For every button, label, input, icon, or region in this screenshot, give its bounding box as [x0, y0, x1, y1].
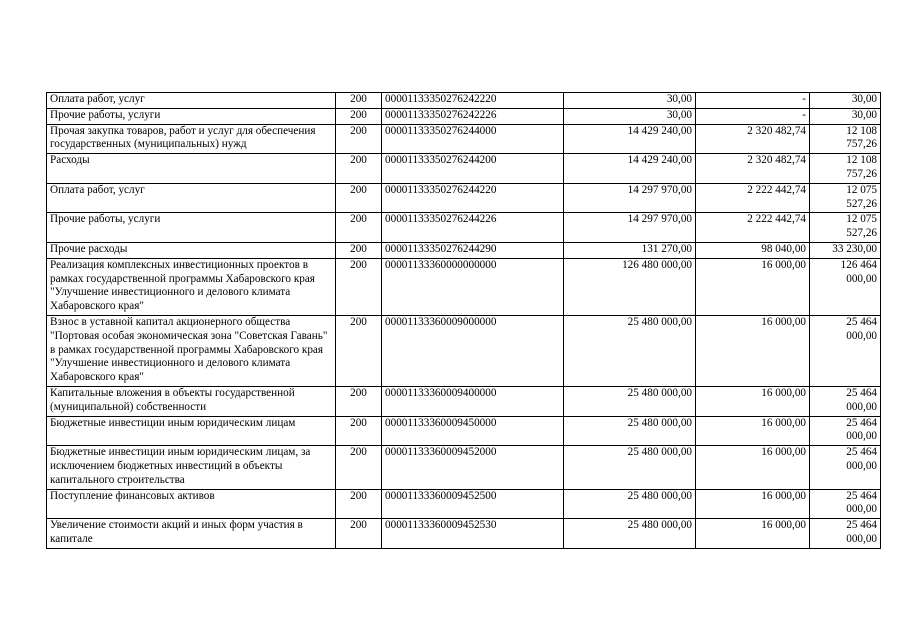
- row-approved-amount: 25 480 000,00: [564, 446, 696, 489]
- row-unexecuted-amount: 126 464 000,00: [810, 258, 881, 315]
- row-executed-amount: 16 000,00: [696, 416, 810, 446]
- row-name: Взнос в уставной капитал акционерного общества "Портовая особая экономическая зона "Советская Гавань" в рамках государственной программы Хабаровского края "Улучшение инвестиционного и делового климата Хабаровского края": [47, 315, 336, 386]
- row-name: Капитальные вложения в объекты государственной (муниципальной) собственности: [47, 386, 336, 416]
- row-line-code: 200: [336, 108, 382, 124]
- row-name: Прочая закупка товаров, работ и услуг для обеспечения государственных (муниципальных) нужд: [47, 124, 336, 154]
- row-name: Прочие расходы: [47, 242, 336, 258]
- table-row: [47, 315, 881, 386]
- row-unexecuted-amount: 12 075 527,26: [810, 213, 881, 243]
- row-unexecuted-amount: 30,00: [810, 93, 881, 109]
- row-approved-amount: 30,00: [564, 108, 696, 124]
- row-approved-amount: 131 270,00: [564, 242, 696, 258]
- row-unexecuted-amount: 12 075 527,26: [810, 183, 881, 213]
- row-budget-classification-code: 00001133360000000000: [382, 258, 564, 315]
- row-name: Прочие работы, услуги: [47, 108, 336, 124]
- row-executed-amount: 16 000,00: [696, 386, 810, 416]
- row-line-code: 200: [336, 416, 382, 446]
- row-executed-amount: 16 000,00: [696, 258, 810, 315]
- table-row: [47, 108, 881, 124]
- row-line-code: 200: [336, 213, 382, 243]
- row-approved-amount: 14 297 970,00: [564, 213, 696, 243]
- row-unexecuted-amount: 12 108 757,26: [810, 154, 881, 184]
- row-budget-classification-code: 00001133360009452500: [382, 489, 564, 519]
- row-executed-amount: 16 000,00: [696, 446, 810, 489]
- table-row: [47, 242, 881, 258]
- row-unexecuted-amount: 25 464 000,00: [810, 386, 881, 416]
- row-approved-amount: 14 297 970,00: [564, 183, 696, 213]
- table-row: [47, 154, 881, 184]
- row-budget-classification-code: 00001133360009452530: [382, 519, 564, 549]
- row-budget-classification-code: 00001133350276244200: [382, 154, 564, 184]
- row-executed-amount: 2 222 442,74: [696, 213, 810, 243]
- row-executed-amount: 16 000,00: [696, 315, 810, 386]
- row-executed-amount: 2 320 482,74: [696, 154, 810, 184]
- row-executed-amount: -: [696, 93, 810, 109]
- row-name: Поступление финансовых активов: [47, 489, 336, 519]
- row-executed-amount: 16 000,00: [696, 489, 810, 519]
- row-unexecuted-amount: 12 108 757,26: [810, 124, 881, 154]
- document-page: [46, 92, 880, 549]
- row-line-code: 200: [336, 446, 382, 489]
- row-budget-classification-code: 00001133350276244000: [382, 124, 564, 154]
- row-executed-amount: 98 040,00: [696, 242, 810, 258]
- row-line-code: 200: [336, 315, 382, 386]
- table-row: [47, 446, 881, 489]
- row-line-code: 200: [336, 154, 382, 184]
- row-unexecuted-amount: 25 464 000,00: [810, 446, 881, 489]
- row-budget-classification-code: 00001133350276244226: [382, 213, 564, 243]
- table-row: [47, 519, 881, 549]
- row-unexecuted-amount: 25 464 000,00: [810, 315, 881, 386]
- row-executed-amount: 16 000,00: [696, 519, 810, 549]
- row-approved-amount: 14 429 240,00: [564, 124, 696, 154]
- row-name: Увеличение стоимости акций и иных форм участия в капитале: [47, 519, 336, 549]
- row-budget-classification-code: 00001133350276242226: [382, 108, 564, 124]
- row-executed-amount: 2 222 442,74: [696, 183, 810, 213]
- row-line-code: 200: [336, 386, 382, 416]
- row-name: Расходы: [47, 154, 336, 184]
- row-unexecuted-amount: 25 464 000,00: [810, 489, 881, 519]
- row-name: Прочие работы, услуги: [47, 213, 336, 243]
- row-line-code: 200: [336, 242, 382, 258]
- row-approved-amount: 126 480 000,00: [564, 258, 696, 315]
- row-name: Оплата работ, услуг: [47, 183, 336, 213]
- row-approved-amount: 25 480 000,00: [564, 315, 696, 386]
- table-row: [47, 124, 881, 154]
- row-executed-amount: -: [696, 108, 810, 124]
- row-line-code: 200: [336, 519, 382, 549]
- table-row: [47, 258, 881, 315]
- row-approved-amount: 25 480 000,00: [564, 519, 696, 549]
- budget-table: [46, 92, 881, 549]
- row-budget-classification-code: 00001133360009000000: [382, 315, 564, 386]
- table-row: [47, 416, 881, 446]
- row-budget-classification-code: 00001133350276242220: [382, 93, 564, 109]
- row-name: Оплата работ, услуг: [47, 93, 336, 109]
- row-approved-amount: 30,00: [564, 93, 696, 109]
- row-budget-classification-code: 00001133360009400000: [382, 386, 564, 416]
- row-budget-classification-code: 00001133360009452000: [382, 446, 564, 489]
- row-line-code: 200: [336, 489, 382, 519]
- row-approved-amount: 25 480 000,00: [564, 386, 696, 416]
- row-unexecuted-amount: 30,00: [810, 108, 881, 124]
- row-name: Бюджетные инвестиции иным юридическим лицам: [47, 416, 336, 446]
- row-approved-amount: 25 480 000,00: [564, 416, 696, 446]
- row-executed-amount: 2 320 482,74: [696, 124, 810, 154]
- row-budget-classification-code: 00001133350276244290: [382, 242, 564, 258]
- row-line-code: 200: [336, 258, 382, 315]
- row-line-code: 200: [336, 183, 382, 213]
- row-name: Бюджетные инвестиции иным юридическим лицам, за исключением бюджетных инвестиций в объекты капитального строительства: [47, 446, 336, 489]
- row-unexecuted-amount: 25 464 000,00: [810, 519, 881, 549]
- table-row: [47, 93, 881, 109]
- row-line-code: 200: [336, 93, 382, 109]
- row-approved-amount: 14 429 240,00: [564, 154, 696, 184]
- table-row: [47, 213, 881, 243]
- table-row: [47, 386, 881, 416]
- row-budget-classification-code: 00001133350276244220: [382, 183, 564, 213]
- row-budget-classification-code: 00001133360009450000: [382, 416, 564, 446]
- row-name: Реализация комплексных инвестиционных проектов в рамках государственной программы Хабаровского края "Улучшение инвестиционного и делового климата Хабаровского края": [47, 258, 336, 315]
- row-approved-amount: 25 480 000,00: [564, 489, 696, 519]
- budget-table-body: [47, 93, 881, 549]
- row-line-code: 200: [336, 124, 382, 154]
- row-unexecuted-amount: 25 464 000,00: [810, 416, 881, 446]
- table-row: [47, 183, 881, 213]
- table-row: [47, 489, 881, 519]
- row-unexecuted-amount: 33 230,00: [810, 242, 881, 258]
